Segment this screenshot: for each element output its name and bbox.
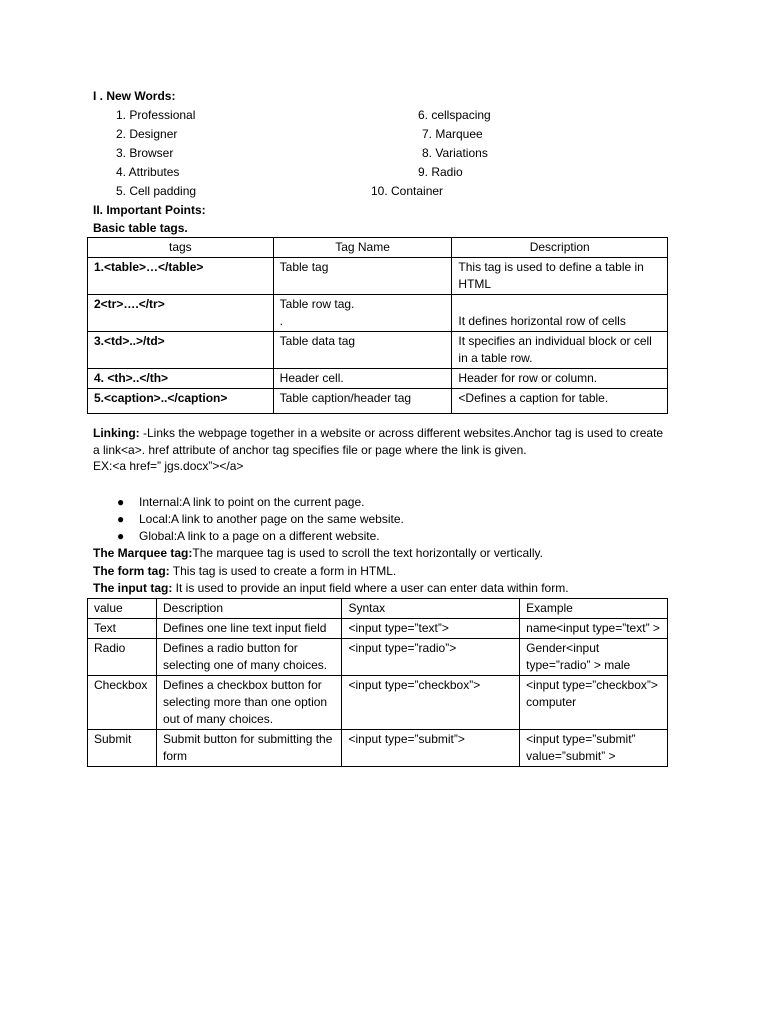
bullet-icon: ● (117, 529, 125, 543)
table-cell: 4. <th>..</th> (88, 369, 274, 389)
table-cell: Defines a checkbox button for selecting more than one option out of many choices. (156, 676, 341, 730)
table-tags-table (87, 237, 668, 414)
table-cell: Table tag (273, 258, 452, 295)
new-word-item: 1. Professional (116, 108, 196, 122)
table-row (88, 258, 668, 295)
table-cell: Header for row or column. (452, 369, 668, 389)
column-header: Description (452, 238, 668, 258)
table-row (88, 639, 668, 676)
bullet-icon: ● (117, 512, 125, 526)
column-header: Tag Name (273, 238, 452, 258)
table-cell: Submit button for submitting the form (156, 730, 341, 767)
new-word-item: 5. Cell padding (116, 184, 197, 198)
column-header: value (88, 599, 157, 619)
table-cell: <input type=”radio”> (342, 639, 520, 676)
important-points-heading: II. Important Points: (93, 203, 206, 217)
table-cell: This tag is used to define a table in HTML (452, 258, 668, 295)
table-cell: It specifies an individual block or cell in a table row. (452, 332, 668, 369)
linking-example: EX:<a href=” jgs.docx”></a> (93, 459, 244, 473)
new-word-item: 10. Container (371, 184, 444, 198)
new-word-item: 8. Variations (422, 146, 488, 160)
marquee-paragraph: The Marquee tag:The marquee tag is used to scroll the text horizontally or vertically. (93, 546, 543, 560)
new-word-item: 3. Browser (116, 146, 174, 160)
table-cell: Table caption/header tag (273, 389, 452, 414)
column-header: Description (156, 599, 341, 619)
table-cell: 5.<caption>..</caption> (88, 389, 274, 414)
list-item: ● Internal:A link to point on the current page. (117, 495, 365, 509)
input-types-table (87, 598, 668, 767)
table-cell: It defines horizontal row of cells (452, 295, 668, 332)
bullet-icon: ● (117, 495, 125, 509)
table-cell: <input type=”submit”> (342, 730, 520, 767)
table-row (88, 676, 668, 730)
table-cell: name<input type=”text” > (520, 619, 668, 639)
table-cell: Text (88, 619, 157, 639)
table-cell: Defines a radio button for selecting one of many choices. (156, 639, 341, 676)
table-row (88, 619, 668, 639)
table-row (88, 295, 668, 332)
table-cell: <input type=”checkbox”> (342, 676, 520, 730)
new-words-heading: I . New Words: (93, 89, 176, 103)
table-cell: 1.<table>…</table> (88, 258, 274, 295)
list-item: ● Local:A link to another page on the same website. (117, 512, 404, 526)
column-header: Syntax (342, 599, 520, 619)
table-cell: Table row tag. . (273, 295, 452, 332)
new-word-item: 2. Designer (116, 127, 178, 141)
list-item: ● Global:A link to a page on a different website. (117, 529, 380, 543)
table-cell: Defines one line text input field (156, 619, 341, 639)
table-row (88, 389, 668, 414)
table-cell: 3.<td>..>/td> (88, 332, 274, 369)
table-cell: <input type=”text”> (342, 619, 520, 639)
table-cell: 2<tr>….</tr> (88, 295, 274, 332)
linking-paragraph (93, 425, 673, 459)
form-paragraph: The form tag: This tag is used to create a form in HTML. (93, 564, 397, 578)
table-row (88, 369, 668, 389)
column-header: tags (88, 238, 274, 258)
column-header: Example (520, 599, 668, 619)
table-cell: Submit (88, 730, 157, 767)
table-cell: Header cell. (273, 369, 452, 389)
table-cell: Radio (88, 639, 157, 676)
linking-label: Linking: (93, 426, 140, 440)
table-row (88, 730, 668, 767)
input-paragraph: The input tag: It is used to provide an input field where a user can enter data within form. (93, 581, 569, 595)
new-word-item: 4. Attributes (116, 165, 180, 179)
table-cell: Gender<input type=”radio” > male (520, 639, 668, 676)
table-cell: Checkbox (88, 676, 157, 730)
table-row (88, 332, 668, 369)
new-word-item: 7. Marquee (422, 127, 483, 141)
linking-text: -Links the webpage together in a website or across different websites.Anchor tag is used to create a link<a>. href attribute of anchor tag specifies file or page where the link is given. (93, 426, 664, 457)
table-cell: <Defines a caption for table. (452, 389, 668, 414)
table-cell: <input type=”submit” value=”submit” > (520, 730, 668, 767)
new-word-item: 9. Radio (418, 165, 463, 179)
table-cell: Table data tag (273, 332, 452, 369)
table-header-row (88, 238, 668, 258)
table-header-row (88, 599, 668, 619)
link-types-list (117, 494, 404, 545)
table-cell: <input type=”checkbox”> computer (520, 676, 668, 730)
basic-table-tags-subheading: Basic table tags. (93, 221, 188, 235)
new-word-item: 6. cellspacing (418, 108, 491, 122)
